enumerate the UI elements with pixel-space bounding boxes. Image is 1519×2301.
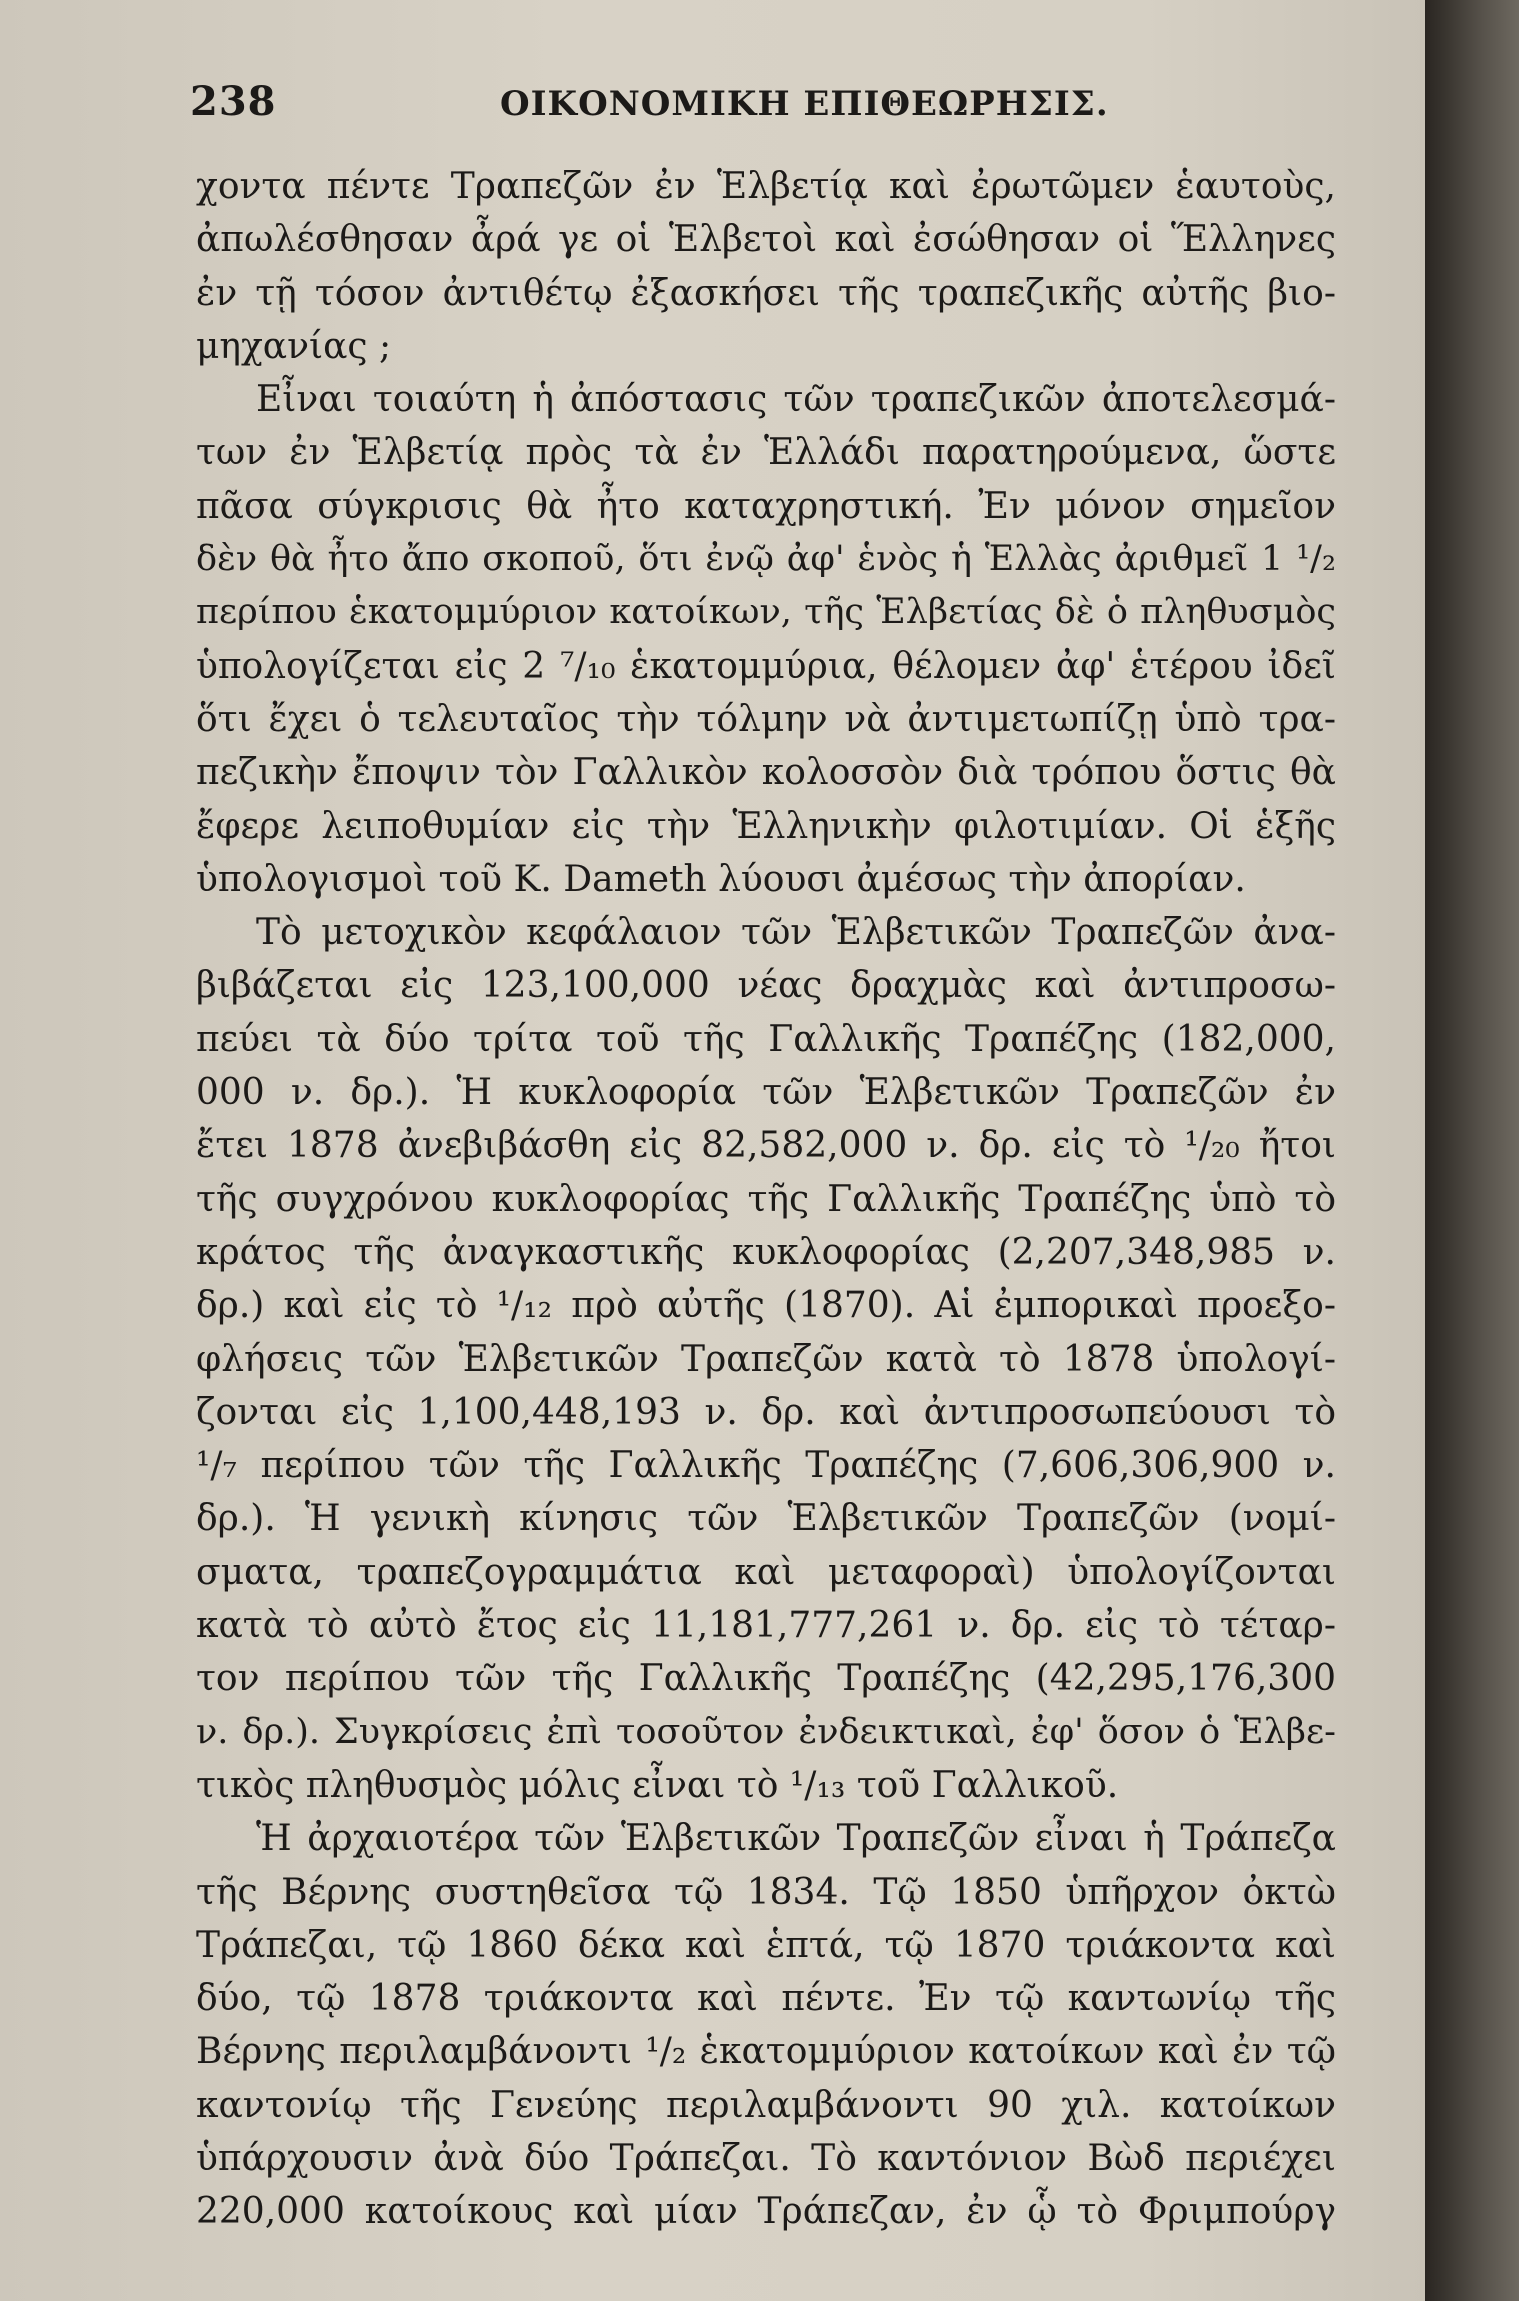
text-line: τικὸς πληθυσμὸς μόλις εἶναι τὸ ¹/₁₃ τοῦ Γαλλικοῦ.: [196, 1764, 1119, 1806]
text-line: Τὸ μετοχικὸν κεφάλαιον τῶν Ἑλβετικῶν Τραπεζῶν ἀνα-: [256, 912, 1336, 954]
text-line: ¹/₇ περίπου τῶν τῆς Γαλλικῆς Τραπέζης (7,606,306,900 ν.: [196, 1445, 1336, 1487]
book-gutter-shadow: [1425, 0, 1519, 2301]
running-title: ΟΙΚΟΝΟΜΙΚΗ ΕΠΙΘΕΩΡΗΣΙΣ.: [500, 84, 1109, 124]
text-line: ὑπάρχουσιν ἀνὰ δύο Τράπεζαι. Τὸ καντόνιον Βὼδ περιέχει: [196, 2137, 1336, 2179]
text-line: ἀπωλέσθησαν ἆρά γε οἱ Ἑλβετοὶ καὶ ἐσώθησαν οἱ Ἕλληνες: [196, 219, 1336, 261]
text-line: δὲν θὰ ἦτο ἄπο σκοποῦ, ὅτι ἐνῷ ἀφ' ἑνὸς ἡ Ἑλλὰς ἀριθμεῖ 1 ¹/₂: [196, 539, 1336, 580]
text-line: φλήσεις τῶν Ἑλβετικῶν Τραπεζῶν κατὰ τὸ 1878 ὑπολογί-: [196, 1338, 1336, 1380]
text-line: Βέρνης περιλαμβάνοντι ¹/₂ ἑκατομμύριον κατοίκων καὶ ἐν τῷ: [196, 2031, 1336, 2073]
text-line: χοντα πέντε Τραπεζῶν ἐν Ἑλβετίᾳ καὶ ἐρωτῶμεν ἑαυτοὺς,: [196, 166, 1336, 207]
text-line: 220,000 κατοίκους καὶ μίαν Τράπεζαν, ἐν ᾧ τὸ Φριμπούργ: [196, 2191, 1336, 2233]
text-line: δρ.). Ἡ γενικὴ κίνησις τῶν Ἑλβετικῶν Τραπεζῶν (νομί-: [196, 1498, 1336, 1540]
text-line: 000 ν. δρ.). Ἡ κυκλοφορία τῶν Ἑλβετικῶν Τραπεζῶν ἐν: [196, 1072, 1336, 1114]
text-line: των ἐν Ἑλβετίᾳ πρὸς τὰ ἐν Ἑλλάδι παρατηρούμενα, ὥστε: [196, 432, 1336, 474]
text-line: κατὰ τὸ αὐτὸ ἔτος εἰς 11,181,777,261 ν. δρ. εἰς τὸ τέταρ-: [196, 1605, 1336, 1647]
text-line: τον περίπου τῶν τῆς Γαλλικῆς Τραπέζης (42,295,176,300: [196, 1658, 1336, 1700]
text-line: περίπου ἑκατομμύριον κατοίκων, τῆς Ἑλβετίας δὲ ὁ πληθυσμὸς: [196, 592, 1336, 633]
page-header: [190, 70, 1330, 130]
text-line: τῆς συγχρόνου κυκλοφορίας τῆς Γαλλικῆς Τραπέζης ὑπὸ τὸ: [196, 1178, 1336, 1220]
text-line: σματα, τραπεζογραμμάτια καὶ μεταφοραὶ) ὑπολογίζονται: [196, 1551, 1336, 1593]
text-line: ὅτι ἔχει ὁ τελευταῖος τὴν τόλμην νὰ ἀντιμετωπίζῃ ὑπὸ τρα-: [196, 698, 1336, 740]
text-line: Τράπεζαι, τῷ 1860 δέκα καὶ ἑπτά, τῷ 1870 τριάκοντα καὶ: [196, 1924, 1336, 1966]
page-number: 238: [190, 78, 277, 125]
text-line: μηχανίας ;: [196, 325, 392, 367]
text-line: Εἶναι τοιαύτη ἡ ἀπόστασις τῶν τραπεζικῶν ἀποτελεσμά-: [256, 379, 1336, 421]
text-line: τῆς Βέρνης συστηθεῖσα τῷ 1834. Τῷ 1850 ὑπῆρχον ὀκτὼ: [196, 1871, 1336, 1913]
text-line: βιβάζεται εἰς 123,100,000 νέας δραχμὰς καὶ ἀντιπροσω-: [196, 965, 1336, 1007]
text-line: ἔφερε λειποθυμίαν εἰς τὴν Ἑλληνικὴν φιλοτιμίαν. Οἱ ἑξῆς: [196, 805, 1336, 847]
text-line: ζονται εἰς 1,100,448,193 ν. δρ. καὶ ἀντιπροσωπεύουσι τὸ: [196, 1391, 1336, 1433]
text-line: ὑπολογισμοὶ τοῦ Κ. Dameth λύουσι ἀμέσως τὴν ἀπορίαν.: [196, 858, 1246, 900]
text-line: ὑπολογίζεται εἰς 2 ⁷/₁₀ ἑκατομμύρια, θέλομεν ἀφ' ἑτέρου ἰδεῖ: [196, 645, 1336, 687]
text-line: καντονίῳ τῆς Γενεύης περιλαμβάνοντι 90 χιλ. κατοίκων: [196, 2084, 1336, 2126]
text-line: ἔτει 1878 ἀνεβιβάσθη εἰς 82,582,000 ν. δρ. εἰς τὸ ¹/₂₀ ἤτοι: [196, 1125, 1336, 1167]
body-text: [196, 160, 1336, 2239]
text-line: δύο, τῷ 1878 τριάκοντα καὶ πέντε. Ἐν τῷ καντωνίῳ τῆς: [196, 1978, 1336, 2020]
text-line: ν. δρ.). Συγκρίσεις ἐπὶ τοσοῦτον ἐνδεικτικαὶ, ἐφ' ὅσον ὁ Ἑλβε-: [196, 1711, 1336, 1752]
text-line: Ἡ ἀρχαιοτέρα τῶν Ἑλβετικῶν Τραπεζῶν εἶναι ἡ Τράπεζα: [256, 1818, 1336, 1860]
text-line: δρ.) καὶ εἰς τὸ ¹/₁₂ πρὸ αὐτῆς (1870). Αἱ ἐμπορικαὶ προεξο-: [196, 1285, 1336, 1327]
text-line: πεύει τὰ δύο τρίτα τοῦ τῆς Γαλλικῆς Τραπέζης (182,000,: [196, 1018, 1336, 1060]
text-line: ἐν τῇ τόσον ἀντιθέτῳ ἐξασκήσει τῆς τραπεζικῆς αὐτῆς βιο-: [196, 272, 1336, 314]
text-line: πεζικὴν ἔποψιν τὸν Γαλλικὸν κολοσσὸν διὰ τρόπου ὅστις θὰ: [196, 752, 1336, 794]
text-line: κράτος τῆς ἀναγκαστικῆς κυκλοφορίας (2,207,348,985 ν.: [196, 1231, 1336, 1273]
text-line: πᾶσα σύγκρισις θὰ ἦτο καταχρηστική. Ἐν μόνον σημεῖον: [196, 485, 1336, 527]
